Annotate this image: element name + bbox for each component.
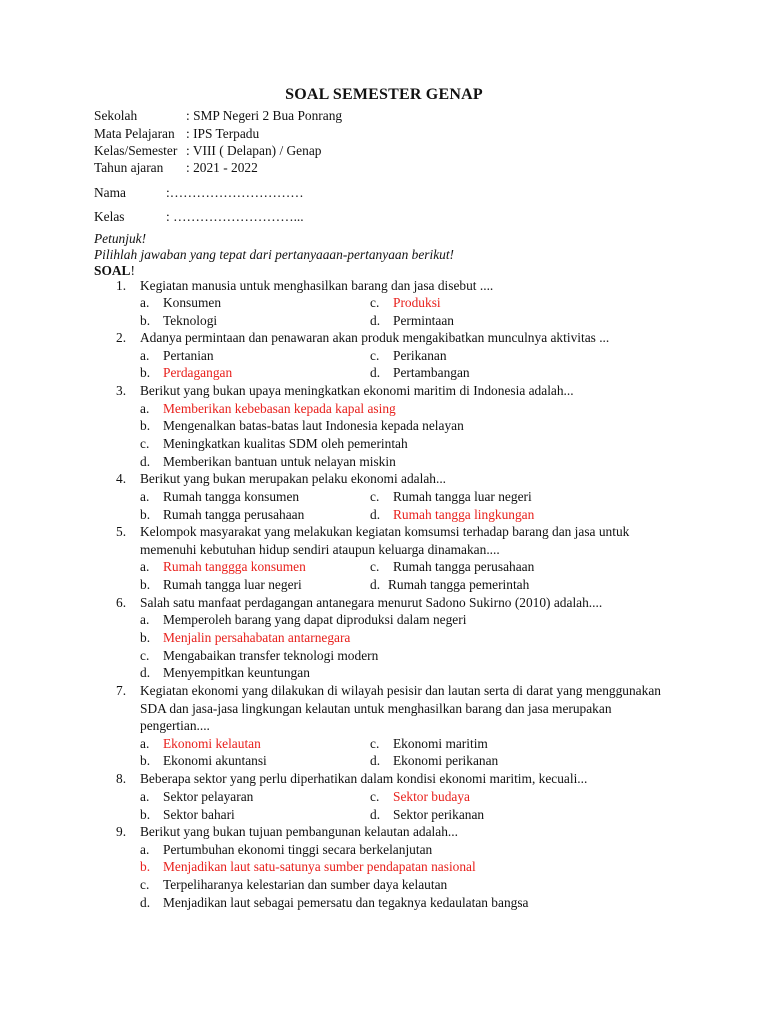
option-text-correct: Rumah tanggga konsumen bbox=[163, 559, 306, 574]
option-letter: b. bbox=[140, 753, 151, 768]
option-letter: a. bbox=[140, 348, 150, 363]
option-letter: c. bbox=[140, 877, 150, 892]
option-letter: a. bbox=[140, 736, 150, 751]
question-number: 5. bbox=[116, 524, 127, 539]
option-letter: a. bbox=[140, 789, 150, 804]
question-number: 3. bbox=[116, 383, 127, 398]
ident-blank: : ………………………... bbox=[166, 209, 304, 224]
option-letter: a. bbox=[140, 401, 150, 416]
option-letter: d. bbox=[370, 313, 381, 328]
info-value: : 2021 - 2022 bbox=[186, 160, 258, 175]
info-row-subject bbox=[94, 125, 259, 143]
info-row-class-semester bbox=[94, 142, 321, 160]
option-letter: c. bbox=[370, 736, 380, 751]
option-text: Mengenalkan batas-batas laut Indonesia kepada nelayan bbox=[163, 418, 464, 433]
option-text-correct: Sektor budaya bbox=[393, 789, 470, 804]
option-letter: d. bbox=[370, 577, 381, 592]
question-number: 9. bbox=[116, 824, 127, 839]
option-text-correct: Menjalin persahabatan antarnegara bbox=[163, 630, 351, 645]
option-text: Memberikan bantuan untuk nelayan miskin bbox=[163, 454, 396, 469]
option-text: Rumah tangga luar negeri bbox=[163, 577, 302, 592]
ident-label: Kelas bbox=[94, 209, 125, 224]
ident-label: Nama bbox=[94, 185, 126, 200]
option-text: Perikanan bbox=[393, 348, 447, 363]
option-text: Rumah tangga pemerintah bbox=[388, 577, 530, 592]
soal-label: SOAL bbox=[94, 263, 131, 278]
question-text: Beberapa sektor yang perlu diperhatikan dalam kondisi ekonomi maritim, kecuali... bbox=[140, 771, 588, 786]
option-letter: d. bbox=[140, 454, 151, 469]
option-text: Rumah tangga luar negeri bbox=[393, 489, 532, 504]
info-row-school bbox=[94, 107, 342, 125]
option-letter: c. bbox=[140, 648, 150, 663]
option-text: Ekonomi akuntansi bbox=[163, 753, 267, 768]
option-letter: a. bbox=[140, 295, 150, 310]
question-number: 6. bbox=[116, 595, 127, 610]
option-letter: c. bbox=[140, 436, 150, 451]
option-text-correct: Produksi bbox=[393, 295, 441, 310]
option-text: Memperoleh barang yang dapat diproduksi dalam negeri bbox=[163, 612, 467, 627]
info-label: Sekolah bbox=[94, 108, 138, 123]
option-text: Pertambangan bbox=[393, 365, 470, 380]
instructions-text: Pilihlah jawaban yang tepat dari pertanyaaan-pertanyaan berikut! bbox=[94, 247, 455, 262]
option-text: Rumah tangga perusahaan bbox=[163, 507, 305, 522]
option-letter: b. bbox=[140, 807, 151, 822]
question-text: Kegiatan ekonomi yang dilakukan di wilayah pesisir dan lautan serta di darat yang menggunakan SDA dan jasa-jasa lingkungan kelautan untuk menghasilkan barang dan jasa merupakan pengertian.... bbox=[140, 683, 661, 734]
info-label: Tahun ajaran bbox=[94, 160, 164, 175]
info-row-school-year bbox=[94, 159, 258, 177]
question-text: Berikut yang bukan upaya meningkatkan ekonomi maritim di Indonesia adalah... bbox=[140, 383, 574, 398]
option-letter: a. bbox=[140, 559, 150, 574]
option-text: Terpeliharanya kelestarian dan sumber daya kelautan bbox=[163, 877, 448, 892]
option-letter: d. bbox=[370, 753, 381, 768]
option-letter: c. bbox=[370, 489, 380, 504]
question-text: Adanya permintaan dan penawaran akan produk mengakibatkan munculnya aktivitas ... bbox=[140, 330, 610, 345]
info-label: Kelas/Semester bbox=[94, 143, 178, 158]
question-number: 1. bbox=[116, 278, 127, 293]
option-text: Pertumbuhan ekonomi tinggi secara berkelanjutan bbox=[163, 842, 433, 857]
ident-blank: :………………………… bbox=[166, 185, 304, 200]
option-text: Ekonomi perikanan bbox=[393, 753, 499, 768]
option-letter: d. bbox=[370, 365, 381, 380]
option-text: Menyempitkan keuntungan bbox=[163, 665, 310, 680]
option-letter: b. bbox=[140, 507, 151, 522]
option-text: Sektor perikanan bbox=[393, 807, 485, 822]
option-text: Sektor bahari bbox=[163, 807, 235, 822]
option-text: Permintaan bbox=[393, 313, 454, 328]
option-letter: b. bbox=[140, 365, 151, 380]
option-letter: b. bbox=[140, 630, 151, 645]
question-text: Kelompok masyarakat yang melakukan kegiatan komsumsi terhadap barang dan jasa untuk memenuhi kebutuhan hidup sendiri ataupun keluarga dinamakan.... bbox=[140, 524, 630, 557]
option-text: Mengabaikan transfer teknologi modern bbox=[163, 648, 379, 663]
option-text: Teknologi bbox=[163, 313, 218, 328]
option-text: Meningkatkan kualitas SDM oleh pemerintah bbox=[163, 436, 408, 451]
soal-heading bbox=[94, 262, 135, 280]
option-text-correct: Ekonomi kelautan bbox=[163, 736, 261, 751]
option-letter: a. bbox=[140, 842, 150, 857]
question-text: Salah satu manfaat perdagangan antanegara menurut Sadono Sukirno (2010) adalah.... bbox=[140, 595, 603, 610]
option-letter: c. bbox=[370, 295, 380, 310]
option-text-correct: Perdagangan bbox=[163, 365, 233, 380]
option-letter: b. bbox=[140, 577, 151, 592]
option-text: Menjadikan laut sebagai pemersatu dan tegaknya kedaulatan bangsa bbox=[163, 895, 529, 910]
option-text: Ekonomi maritim bbox=[393, 736, 488, 751]
info-value: : VIII ( Delapan) / Genap bbox=[186, 143, 322, 158]
page-title: SOAL SEMESTER GENAP bbox=[285, 86, 483, 103]
option-text: Rumah tangga perusahaan bbox=[393, 559, 535, 574]
student-class-field bbox=[94, 208, 304, 226]
option-letter: a. bbox=[140, 489, 150, 504]
option-letter: d. bbox=[140, 665, 151, 680]
info-value: : IPS Terpadu bbox=[186, 126, 260, 141]
question-number: 2. bbox=[116, 330, 127, 345]
question-number: 7. bbox=[116, 683, 127, 698]
question-number: 4. bbox=[116, 471, 127, 486]
option-letter: b. bbox=[140, 859, 151, 874]
option-letter: d. bbox=[140, 895, 151, 910]
option-letter: b. bbox=[140, 418, 151, 433]
option-text-correct: Memberikan kebebasan kepada kapal asing bbox=[163, 401, 396, 416]
question-number: 8. bbox=[116, 771, 127, 786]
option-text: Sektor pelayaran bbox=[163, 789, 254, 804]
soal-mark: ! bbox=[130, 263, 135, 278]
option-letter: a. bbox=[140, 612, 150, 627]
option-letter: c. bbox=[370, 559, 380, 574]
info-value: : SMP Negeri 2 Bua Ponrang bbox=[186, 108, 343, 123]
question-text: Kegiatan manusia untuk menghasilkan barang dan jasa disebut .... bbox=[140, 278, 494, 293]
option-text-correct: Rumah tangga lingkungan bbox=[393, 507, 535, 522]
option-text-correct: Menjadikan laut satu-satunya sumber pendapatan nasional bbox=[163, 859, 476, 874]
instructions-heading: Petunjuk! bbox=[94, 231, 147, 246]
info-label: Mata Pelajaran bbox=[94, 126, 175, 141]
option-text: Konsumen bbox=[163, 295, 222, 310]
option-text: Rumah tangga konsumen bbox=[163, 489, 300, 504]
option-letter: d. bbox=[370, 507, 381, 522]
option-letter: b. bbox=[140, 313, 151, 328]
option-letter: c. bbox=[370, 348, 380, 363]
student-name-field bbox=[94, 184, 304, 202]
question-text: Berikut yang bukan merupakan pelaku ekonomi adalah... bbox=[140, 471, 447, 486]
option-letter: d. bbox=[370, 807, 381, 822]
question-text: Berikut yang bukan tujuan pembangunan kelautan adalah... bbox=[140, 824, 458, 839]
option-letter: c. bbox=[370, 789, 380, 804]
option-text: Pertanian bbox=[163, 348, 214, 363]
